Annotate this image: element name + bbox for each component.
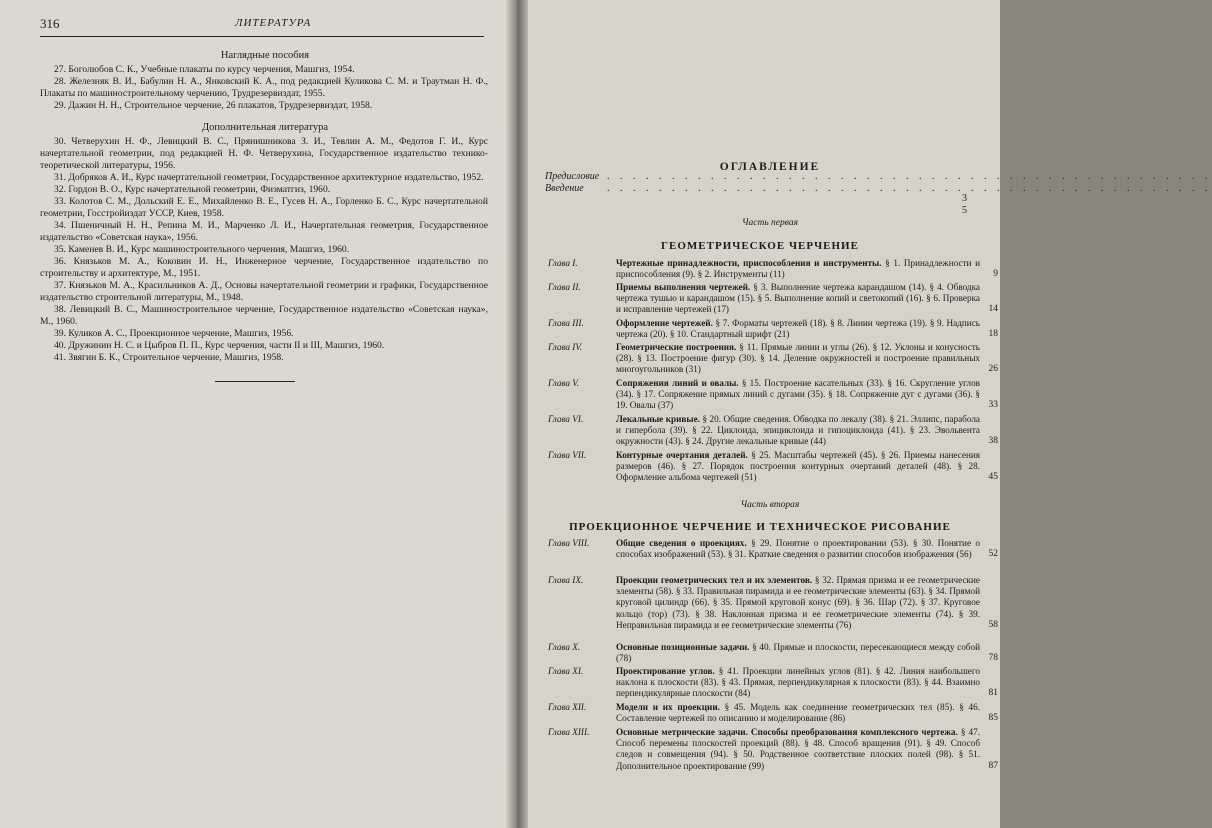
chapter-page: 18: [988, 329, 998, 340]
chapter-title: Проектирование углов.: [616, 666, 715, 676]
chapter-page: 9: [993, 269, 998, 280]
reference-item: 28. Железняк В. И., Бабулин Н. А., Янковский К. А., под редакцией Куликова С. М. и Траутман Н. Ф., Плакаты по машиностроительному черчению, Трудрезервиздат, 1955.: [40, 76, 488, 99]
additional-literature-list: [40, 136, 488, 364]
reference-item: 37. Князьков М. А., Красильников А. Д., Основы начертательной геометрии и графики, Государственное издательство строительной литературы, М., 1948.: [40, 280, 488, 303]
toc-chapter: [548, 575, 1000, 631]
running-header: [40, 12, 484, 37]
chapter-title: Геометрические построения.: [616, 342, 737, 352]
reference-item: 33. Колотов С. М., Дольский Е. Е., Михайленко В. Е., Гусев Н. А., Горленко Б. С., Курс начертательной геометрии, Госстройиздат УССР, Киев, 1958.: [40, 196, 488, 219]
toc-chapter: [548, 414, 1000, 448]
chapter-label: Глава X.: [548, 642, 581, 652]
additional-literature-heading: Дополнительная литература: [202, 122, 328, 133]
part-title: ГЕОМЕТРИЧЕСКОЕ ЧЕРЧЕНИЕ: [661, 240, 859, 252]
chapter-label: Глава II.: [548, 282, 581, 292]
chapter-title: Основные позиционные задачи.: [616, 642, 750, 652]
chapter-page: 58: [988, 619, 998, 630]
toc-chapter: [548, 378, 1000, 412]
book-gutter: [506, 0, 528, 828]
toc-chapter: [548, 727, 1000, 772]
reference-item: 38. Левицкий В. С., Машиностроительное черчение, Государственное издательство «Советская наука», М., 1960.: [40, 304, 488, 327]
part-label: Часть вторая: [740, 500, 800, 510]
chapter-page: 81: [988, 688, 998, 699]
chapter-sections: § 15. Построение касательных (33). § 16. Скругление углов (34). § 17. Сопряжение прямых линий с дугами (35). § 18. Сопряжение дуг с дугами (36). § 19. Овалы (37): [616, 378, 981, 411]
chapter-label: Глава XII.: [548, 702, 587, 712]
toc-chapter: [548, 702, 1000, 724]
chapter-page: 33: [988, 400, 998, 411]
reference-item: 36. Князьков М. А., Коковин И. Н., Инженерное черчение, Государственное издательство по строительству и архитектуре, М., 1951.: [40, 256, 488, 279]
dot-leader: . . . . . . . . . . . . . . . . . . . . . . . . . . . . . . . . . . . . . . . . . . . . . . .: [607, 183, 1212, 194]
toc-chapter: [548, 282, 1000, 316]
chapter-label: Глава V.: [548, 378, 579, 388]
chapter-title: Проекции геометрических тел и их элементов.: [616, 575, 813, 585]
chapter-sections: § 41. Проекции линейных углов (81). § 42. Линия наибольшего наклона к плоскости (83). § 43. Прямая, перпендикулярная к плоскости (83). § 44. Взаимно перпендикулярные плоскости (84): [616, 666, 980, 699]
chapter-sections: § 3. Выполнение чертежа карандашом (14). § 4. Обводка чертежа тушью и карандашом (15). § 5. Выполнение копий и светокопий (16). § 6. Проверка и исправление чертежей (17): [616, 282, 981, 315]
chapter-sections: § 47. Способ перемены плоскостей проекций (88). § 48. Способ вращения (91). § 49. Способ следов и совмещения (94). § 50. Родственное соответствие плоских полей (98). § 51. Дополнительное проектирование (99): [616, 727, 980, 771]
reference-item: 39. Куликов А. С., Проекционное черчение, Машгиз, 1956.: [54, 328, 294, 339]
reference-item: 29. Дажин Н. Н., Строительное черчение, 26 плакатов, Трудрезервиздат, 1958.: [54, 100, 373, 111]
chapter-label: Глава XI.: [548, 666, 584, 676]
chapter-page: 87: [988, 760, 998, 771]
dot-leader: . . . . . . . . . . . . . . . . . . . . . . . . . . . . . . . . . . . . . . . . . . . . . . .: [607, 171, 1212, 182]
chapter-title: Основные метрические задачи. Способы преобразования комплексного чертежа.: [616, 727, 958, 737]
part-label: Часть первая: [741, 218, 798, 228]
chapter-sections: § 11. Прямые линии и углы (26). § 12. Уклоны и конусность (28). § 13. Построение фигур (30). § 14. Деление окружностей и построение правильных многоугольников (31): [616, 342, 980, 375]
chapter-sections: § 32. Прямая призма и ее геометрические элементы (58). § 33. Правильная пирамида и ее геометрические элементы (63). § 34. Прямой круговой цилиндр (66). § 35. Прямой круговой конус (69). § 36. Шар (72). § 37. Круговое кольцо (тор) (73). § 38. Наклонная призма и ее геометрические элементы (74). § 39. Неправильная пирамида и ее геометрические элементы (76): [616, 575, 980, 630]
page-number: 316: [40, 16, 60, 31]
toc-chapter: [548, 342, 1000, 376]
reference-item: 31. Добряков А. И., Курс начертательной геометрии, Государственное архитектурное издательство, 1952.: [54, 172, 484, 183]
chapter-title: Контурные очертания деталей.: [616, 450, 748, 460]
toc-front-matter-page: [545, 205, 965, 217]
chapter-page: 78: [988, 653, 998, 664]
toc-chapter: [548, 450, 1000, 484]
chapter-label: Глава XIII.: [548, 727, 590, 737]
toc-title: ОГЛАВЛЕНИЕ: [719, 161, 821, 173]
chapter-page: 14: [988, 304, 998, 315]
chapter-label: Глава VIII.: [548, 538, 590, 548]
chapter-title: Сопряжения линий и овалы.: [616, 378, 739, 388]
end-rule: [215, 381, 295, 382]
chapter-label: Глава VII.: [548, 450, 587, 460]
front-matter-page: 5: [962, 205, 967, 216]
chapter-sections: § 29. Понятие о проектировании (53). § 30. Понятие о способах изображений (53). § 31. Краткие сведения о развитии способов изображения (56): [616, 538, 981, 560]
chapter-sections: § 20. Общие сведения. Обводка по лекалу (38). § 21. Эллипс, парабола и гипербола (39). § 22. Циклоида, эпициклоида и гипоциклоида (41). § 23. Эвольвента окружности (43). § 24. Другие лекальные кривые (44): [616, 414, 980, 447]
chapter-label: Глава I.: [548, 258, 578, 268]
chapter-title: Приемы выполнения чертежей.: [616, 282, 751, 292]
reference-item: 34. Пшеничный Н. Н., Репина М. И., Марченко Л. И., Начертательная геометрия, Государственное издательство «Советская наука», 1956.: [40, 220, 488, 243]
reference-item: 35. Каменев В. И., Курс машиностроительного черчения, Машгиз, 1960.: [54, 244, 350, 255]
visual-aids-heading: Наглядные пособия: [220, 50, 310, 61]
chapter-title: Оформление чертежей.: [616, 318, 713, 328]
chapter-page: 38: [988, 436, 998, 447]
reference-item: 30. Четверухин Н. Ф., Левицкий В. С., Прянишникова З. И., Тевлин А. М., Федотов Г. И., Курс начертательной геометрии, под редакцией Н. Ф. Четверухина, Государственное издательство технико-теоретической литературы, 1956.: [40, 136, 488, 171]
visual-aids-list: [40, 64, 488, 112]
toc-chapter: [548, 258, 1000, 280]
reference-item: 27. Боголюбов С. К., Учебные плакаты по курсу черчения, Машгиз, 1954.: [54, 64, 355, 75]
chapter-title: Лекальные кривые.: [616, 414, 700, 424]
toc-chapter: [548, 642, 1000, 664]
reference-item: 32. Гордон В. О., Курс начертательной геометрии, Физматгиз, 1960.: [54, 184, 331, 195]
toc-chapter: [548, 666, 1000, 700]
toc-chapter: [548, 538, 1000, 560]
front-matter-label: Предисловие: [545, 171, 600, 182]
chapter-title: Общие сведения о проекциях.: [616, 538, 747, 548]
chapter-sections: § 25. Масштабы чертежей (45). § 26. Приемы нанесения размеров (46). § 27. Порядок построения контурных очертаний деталей (48). § 28. Оформление альбома чертежей (51): [616, 450, 981, 483]
chapter-sections: § 45. Модель как соединение геометрических тел (85). § 46. Составление чертежей по описанию и моделирование (86): [616, 702, 981, 724]
toc-front-matter: [545, 183, 1212, 204]
chapter-page: 52: [988, 549, 998, 560]
front-matter-page: 3: [962, 193, 967, 204]
chapter-sections: § 40. Прямые и плоскости, пересекающиеся между собой (78): [616, 642, 980, 664]
chapter-label: Глава IX.: [548, 575, 584, 585]
running-title: ЛИТЕРАТУРА: [235, 17, 312, 29]
chapter-page: 85: [988, 713, 998, 724]
chapter-page: 26: [988, 364, 998, 375]
chapter-sections: § 1. Принадлежности и приспособления (9). § 2. Инструменты (11): [616, 258, 980, 280]
chapter-label: Глава III.: [548, 318, 584, 328]
chapter-label: Глава IV.: [548, 342, 583, 352]
front-matter-label: Введение: [545, 183, 584, 194]
chapter-label: Глава VI.: [548, 414, 584, 424]
part-title: ПРОЕКЦИОННОЕ ЧЕРЧЕНИЕ И ТЕХНИЧЕСКОЕ РИСОВАНИЕ: [569, 521, 951, 533]
chapter-title: Чертежные принадлежности, приспособления и инструменты.: [616, 258, 882, 268]
toc-chapter: [548, 318, 1000, 340]
chapter-page: 45: [988, 472, 998, 483]
reference-item: 41. Звягин Б. К., Строительное черчение, Машгиз, 1958.: [54, 352, 284, 363]
reference-item: 40. Дружинин Н. С. и Цыбров П. П., Курс черчения, части II и III, Машгиз, 1960.: [54, 340, 385, 351]
chapter-sections: § 7. Форматы чертежей (18). § 8. Линии чертежа (19). § 9. Надпись чертежа (20). § 10. Стандартный шрифт (21): [616, 318, 980, 340]
chapter-title: Модели и их проекции.: [616, 702, 720, 712]
